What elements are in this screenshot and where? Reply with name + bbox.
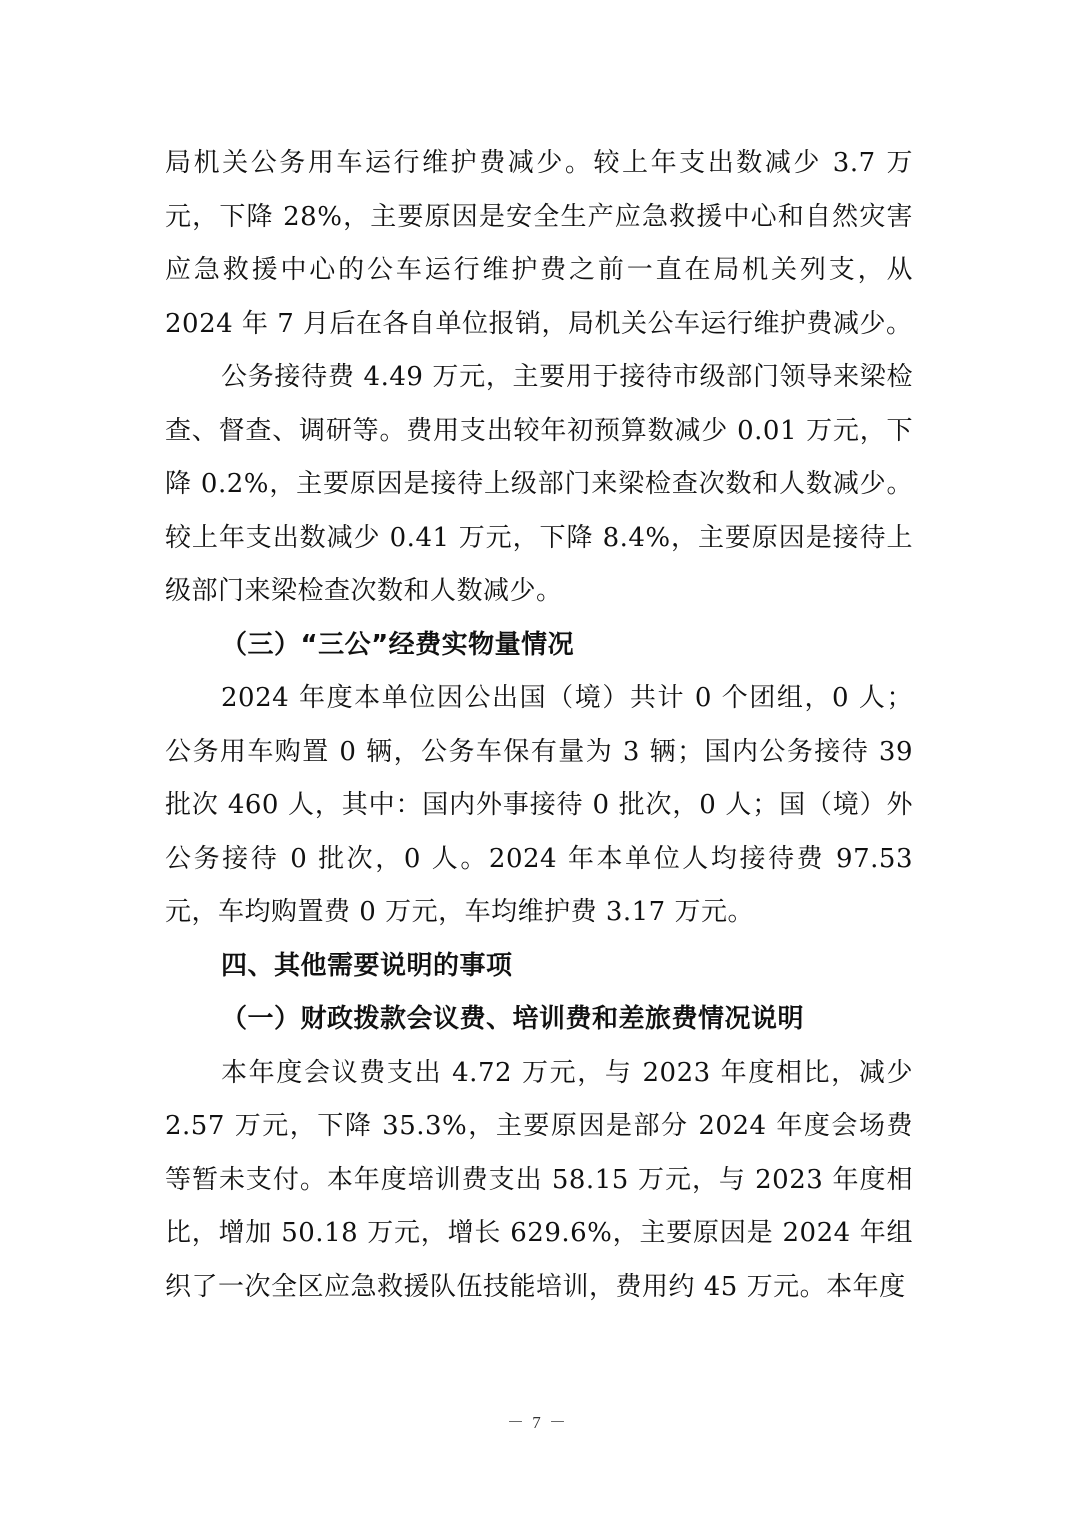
paragraph-meeting-training: 本年度会议费支出 4.72 万元，与 2023 年度相比，减少 2.57 万元，下降 35.3%，主要原因是部分 2024 年度会场费等暂未支付。本年度培训费支出 58.15 万元，与 2023 年度相比，增加 50.18 万元，增长 629.6%，主要原因是 2024 年组织了一次全区应急救援队伍技能培训，费用约 45 万元。本年度: [165, 1057, 913, 1302]
section-heading-physical-quantity: （三）“三公”经费实物量情况: [221, 629, 575, 660]
document-body: [165, 137, 913, 1314]
paragraph-reception-fee: 公务接待费 4.49 万元，主要用于接待市级部门领导来梁检查、督查、调研等。费用支出较年初预算数减少 0.01 万元，下降 0.2%，主要原因是接待上级部门来梁检查次数和人数减少。较上年支出数减少 0.41 万元，下降 8.4%，主要原因是接待上级部门来梁检查次数和人数减少。: [165, 362, 913, 606]
paragraph-vehicle-maintenance: 局机关公务用车运行维护费减少。较上年支出数减少 3.7 万元，下降 28%，主要原因是安全生产应急救援中心和自然灾害应急救援中心的公车运行维护费之前一直在局机关列支，从 2024 年 7 月后在各自单位报销，局机关公车运行维护费减少。: [165, 148, 913, 339]
page-number: － 7 －: [507, 1413, 568, 1432]
section-heading-other-matters: 四、其他需要说明的事项: [221, 950, 513, 981]
section-heading-meeting-training-travel: （一）财政拨款会议费、培训费和差旅费情况说明: [221, 1004, 805, 1034]
paragraph-physical-quantity: 2024 年度本单位因公出国（境）共计 0 个团组，0 人；公务用车购置 0 辆，公务车保有量为 3 辆；国内公务接待 39 批次 460 人，其中：国内外事接待 0 批次，0 人；国（境）外公务接待 0 批次，0 人。2024 年本单位人均接待费 97.53 元，车均购置费 0 万元，车均维护费 3.17 万元。: [165, 683, 913, 927]
